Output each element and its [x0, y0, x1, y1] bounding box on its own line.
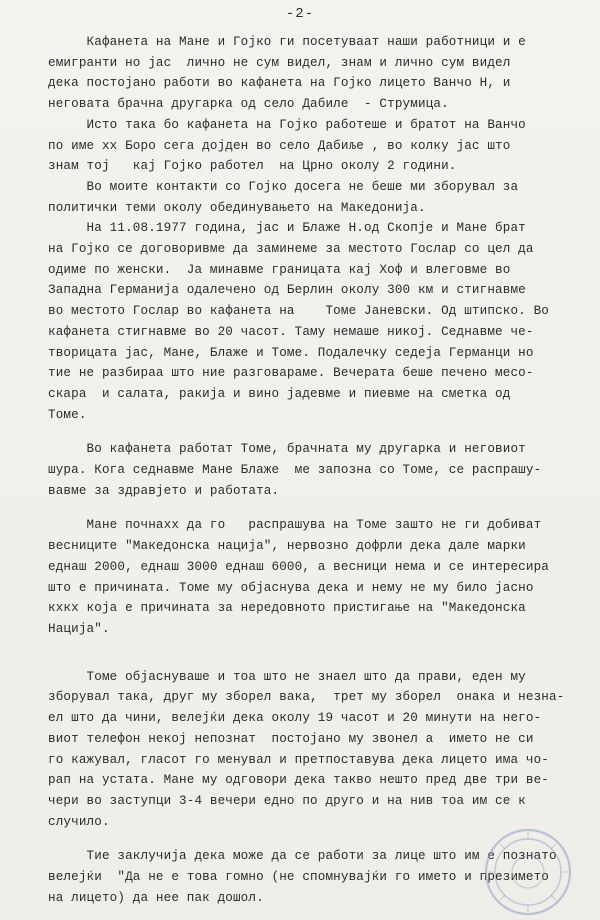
text-line: Западна Германија одалечено од Берлин околу 300 км и стигнавме: [48, 283, 526, 298]
text-line: емигранти но јас лично не сум видел, знам и лично сум видел: [48, 55, 511, 70]
text-line: кафанета стигнавме во 20 часот. Таму немаше никој. Седнавме че-: [48, 324, 534, 339]
text-line: тие не разбираа што ние разговараме. Вечерата беше печено месо-: [48, 366, 534, 381]
page-number: -2-: [285, 6, 315, 22]
paragraph-6: [48, 515, 588, 639]
text-line: Во моите контакти со Гојко досега не беше ми зборувал за: [48, 179, 519, 194]
text-line: вавме за здравјето и работата.: [48, 483, 280, 498]
text-line: што е причината. Томе му објаснува дека и нему не му било јасно: [48, 580, 534, 595]
text-line: шура. Кога седнавме Мане Блаже ме запозна со Томе, се распрашу-: [48, 463, 542, 478]
text-line: Томе објаснуваше и тоа што не знаел што да прави, еден му: [48, 669, 526, 684]
text-line: На 11.08.1977 година, јас и Блаже Н.од Скопје и Мане брат: [48, 221, 526, 236]
text-line: на Гојко се договоривме да заминеме за местото Гослар со цел да: [48, 242, 534, 257]
text-line: еднаш 2000, еднаш 3000 еднаш 6000, а весници нема и се интересира: [48, 559, 549, 574]
text-line: весниците "Македонска нација", нервозно дофрли дека дале марки: [48, 539, 526, 554]
text-line: одиме по женски. Ја минавме границата кај Хоф и влеговме во: [48, 262, 511, 277]
paragraph-5: [48, 439, 588, 501]
paragraph-2: [48, 115, 588, 177]
text-line: Томе.: [48, 407, 87, 422]
text-line: велејќи "Да не е това гомно (не спомнувајќи го името и презимето: [48, 870, 549, 885]
text-line: ел што да чини, велејќи дека околу 19 часот и 20 минути на него-: [48, 711, 542, 726]
text-line: зборувал така, друг му зборел вака, трет му зборел онака и незна-: [48, 690, 565, 705]
paragraph-3: [48, 177, 588, 218]
text-line: Мане почнахх да го распрашува на Томе зашто не ги добиват: [48, 518, 542, 533]
text-line: политички теми околу обединувањето на Македонија.: [48, 200, 426, 215]
text-line: Тие заклучија дека може да се работи за лице што им е познато: [48, 849, 557, 864]
text-line: го кажувал, гласот го менувал и претпоставува дека лицето има чо-: [48, 752, 549, 767]
text-line: дека постојано работи во кафанета на Гојко лицето Ванчо Н, и: [48, 76, 511, 91]
paragraph-1: [48, 32, 588, 115]
text-line: во местото Гослар во кафанета на Томе Јаневски. Од штипско. Во: [48, 304, 549, 319]
text-line: Нација".: [48, 621, 110, 636]
paragraph-4: [48, 218, 588, 425]
official-stamp: [482, 826, 574, 918]
paragraph-gap: [48, 425, 588, 439]
text-line: неговата брачна другарка од село Дабиле - Струмица.: [48, 97, 449, 112]
paragraph-gap: [48, 640, 588, 667]
text-line: рап на устата. Мане му одговори дека такво нешто пред две три ве-: [48, 773, 549, 788]
text-line: кхкх која е причината за нередовното пристигање на "Македонска: [48, 601, 526, 616]
text-line: знам тој кај Гојко работел на Црно околу 2 години.: [48, 159, 457, 174]
paragraph-7: [48, 667, 588, 833]
paragraph-gap: [48, 501, 588, 515]
text-line: творицата јас, Мане, Блаже и Томе. Подалечку седеја Германци но: [48, 345, 534, 360]
text-line: Во кафанета работат Томе, брачната му другарка и неговиот: [48, 442, 526, 457]
text-line: по име хх Боро сега дојден во село Дабиље , во колку јас што: [48, 138, 511, 153]
text-line: случило.: [48, 814, 110, 829]
text-line: Кафанета на Мане и Гојко ги посетуваат наши работници и е: [48, 35, 526, 49]
document-body: [48, 32, 588, 908]
text-line: чери во заступци 3-4 вечери едно по друго и на нив тоа им се к: [48, 793, 526, 808]
text-line: скара и салата, ракија и вино јадевме и пиевме на сметка од: [48, 386, 511, 401]
text-line: на лицето) да нее пак дошол.: [48, 890, 264, 905]
text-line: Исто така бо кафанета на Гојко работеше и братот на Ванчо: [48, 117, 526, 132]
text-line: виот телефон некој непознат постојано му звонел а името не си: [48, 731, 534, 746]
